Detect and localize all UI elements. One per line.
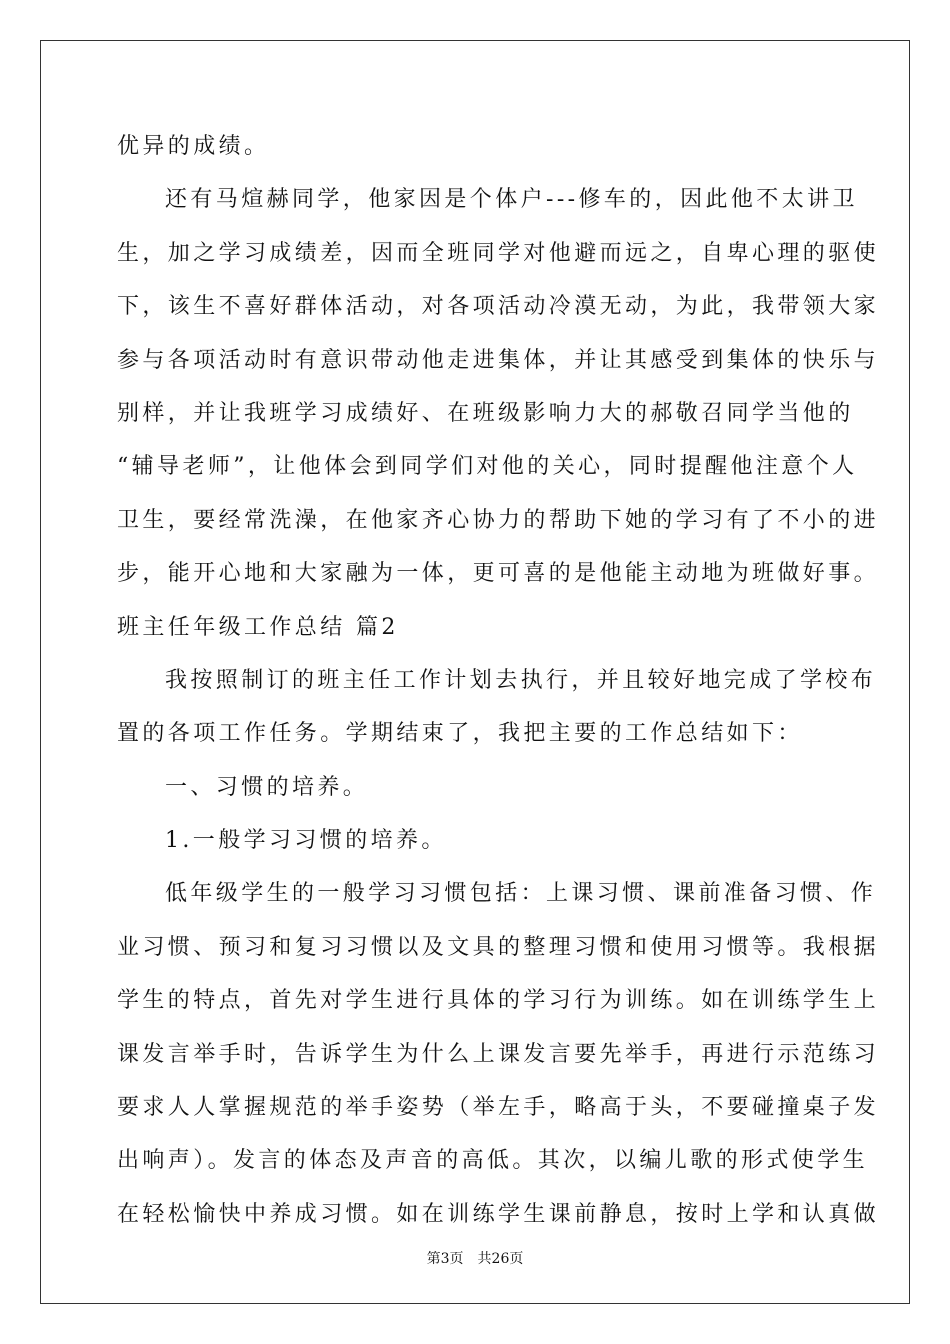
text-line: “辅导老师”，让他体会到同学们对他的关心，同时提醒他注意个人 [117, 454, 858, 480]
text-line: 学生的特点，首先对学生进行具体的学习行为训练。如在训练学生上 [117, 988, 880, 1014]
text-line: 在轻松愉快中养成习惯。如在训练学生课前静息，按时上学和认真做 [117, 1201, 880, 1227]
text-line: 下，该生不喜好群体活动，对各项活动冷漠无动，为此，我带领大家 [117, 294, 880, 320]
section-heading: 班主任年级工作总结 篇2 [117, 614, 399, 640]
text-line: 生，加之学习成绩差，因而全班同学对他避而远之，自卑心理的驱使 [117, 240, 880, 266]
text-line: 优异的成绩。 [117, 134, 270, 159]
text-line: 我按照制订的班主任工作计划去执行，并且较好地完成了学校布 [165, 667, 877, 693]
page-number: 第3页 [426, 1251, 464, 1267]
text-line: 业习惯、预习和复习习惯以及文具的整理习惯和使用习惯等。我根据 [117, 934, 880, 960]
text-line: 置的各项工作任务。学期结束了，我把主要的工作总结如下： [117, 721, 803, 747]
text-line: 别样，并让我班学习成绩好、在班级影响力大的郝敬召同学当他的 [117, 400, 854, 426]
text-line: 课发言举手时，告诉学生为什么上课发言要先举手，再进行示范练习 [117, 1041, 880, 1067]
page-footer [0, 1248, 950, 1268]
subheading: 一、习惯的培养。 [165, 774, 369, 800]
text-line: 还有马煊赫同学，他家因是个体户---修车的，因此他不太讲卫 [165, 187, 858, 213]
document-body [117, 120, 880, 1241]
text-line: 出响声）。发言的体态及声音的高低。其次，以编儿歌的形式使学生 [117, 1148, 869, 1174]
text-line: 要求人人掌握规范的举手姿势（举左手，略高于头，不要碰撞桌子发 [117, 1095, 880, 1121]
page-total: 共26页 [477, 1251, 524, 1267]
text-line: 卫生，要经常洗澡，在他家齐心协力的帮助下她的学习有了不小的进 [117, 507, 880, 533]
subheading: 1.一般学习习惯的培养。 [165, 828, 447, 854]
text-line: 参与各项活动时有意识带动他走进集体，并让其感受到集体的快乐与 [117, 347, 880, 373]
text-line: 步，能开心地和大家融为一体，更可喜的是他能主动地为班做好事。 [117, 561, 880, 587]
text-line: 低年级学生的一般学习习惯包括：上课习惯、课前准备习惯、作 [165, 881, 877, 907]
